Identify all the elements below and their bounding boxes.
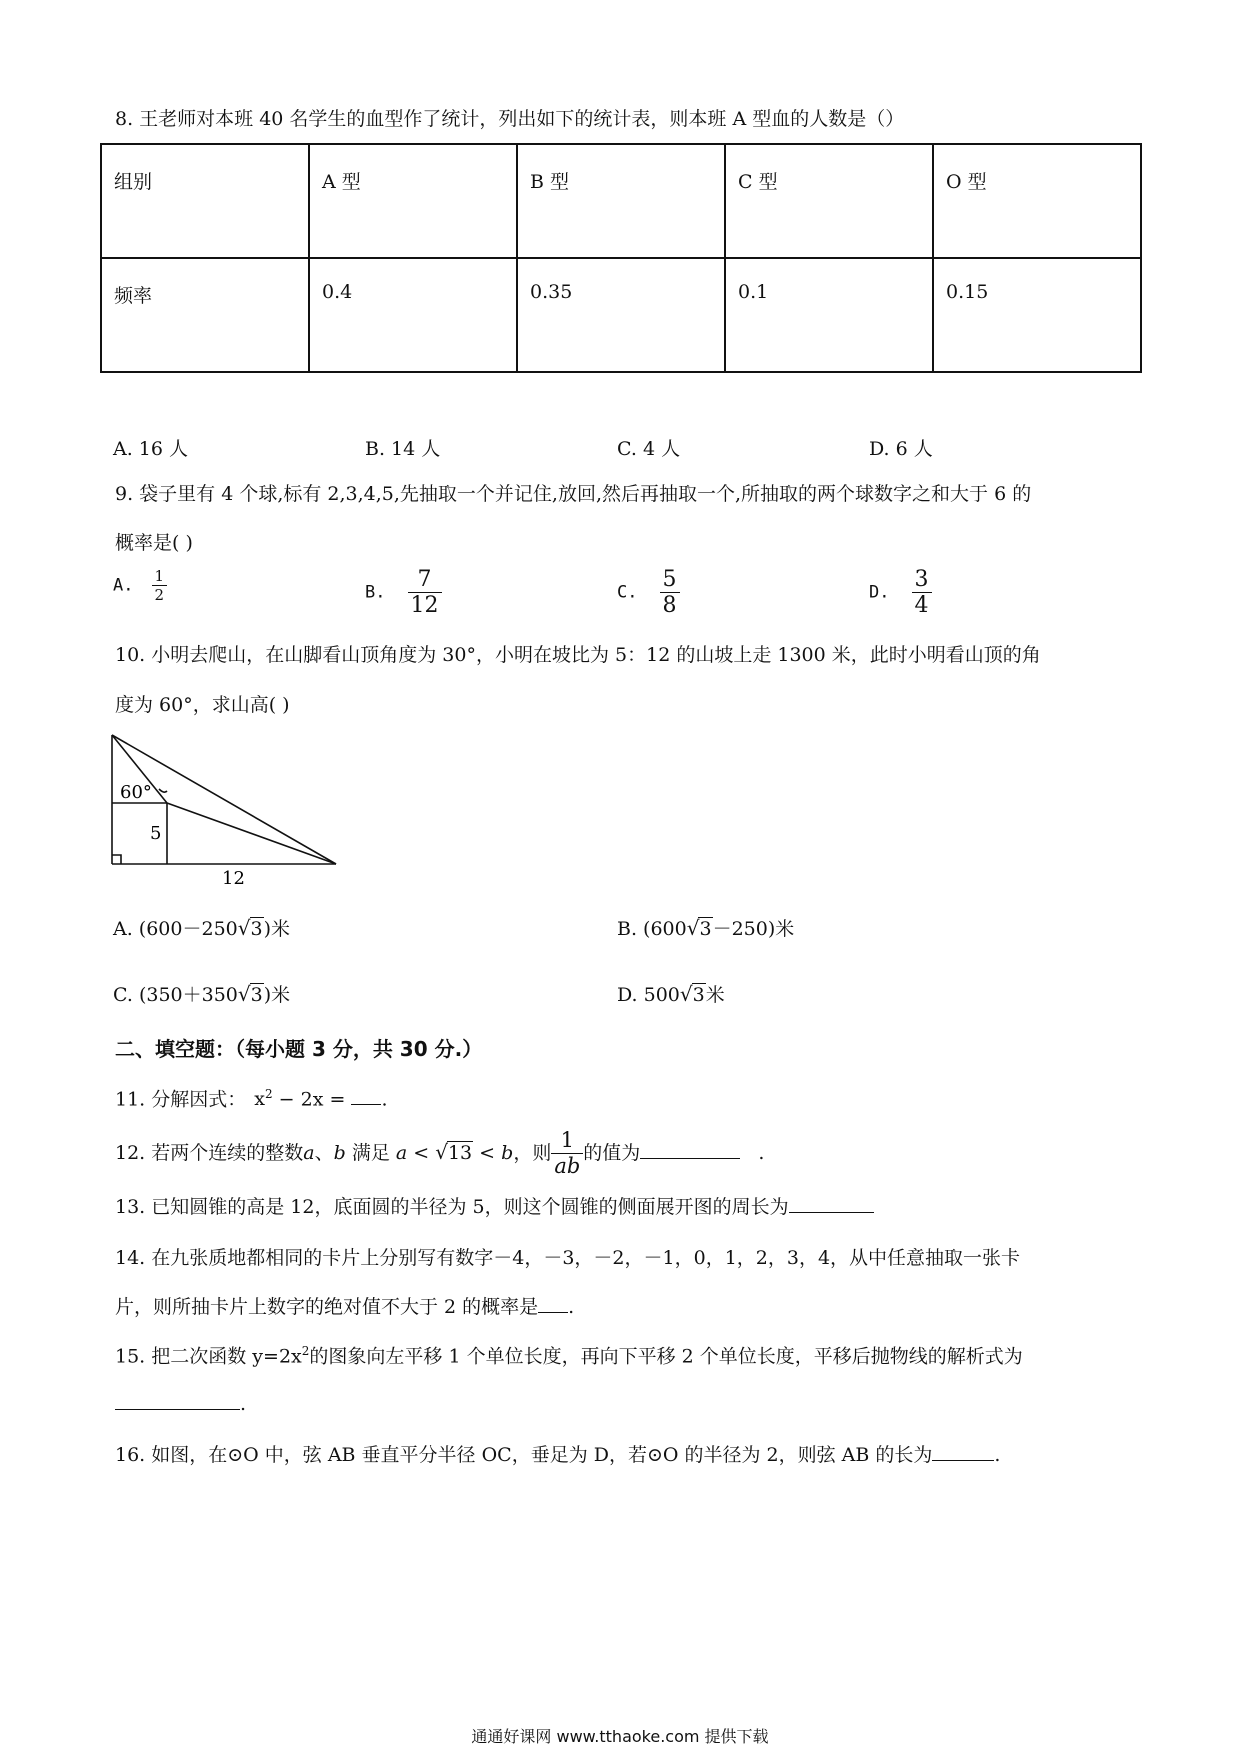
option-text: D. 500 xyxy=(617,984,680,1006)
var-a: a xyxy=(395,1142,408,1165)
denominator: 8 xyxy=(662,593,677,618)
fraction xyxy=(912,567,932,618)
period: . xyxy=(758,1142,765,1165)
q14-line1: 14. 在九张质地都相同的卡片上分别写有数字－4，－3，－2，－1，0，1，2，3，4，从中任意抽取一张卡 xyxy=(115,1247,1021,1269)
less-than: < xyxy=(407,1142,436,1165)
q10-stem-line1: 10. 小明去爬山，在山脚看山顶角度为 30°，小明在坡比为 5：12 的山坡上走 1300 米，此时小明看山顶的角 xyxy=(115,644,1041,666)
q12 xyxy=(115,1128,764,1179)
radicand: 3 xyxy=(692,984,705,1006)
sqrt-symbol: √ xyxy=(237,916,251,940)
radicand: 3 xyxy=(250,918,263,940)
q8-option-a: A. 16 人 xyxy=(113,438,189,460)
q14-line2 xyxy=(115,1296,574,1319)
denominator: 12 xyxy=(410,593,439,618)
sqrt-symbol: √ xyxy=(679,982,693,1006)
option-text: 米 xyxy=(705,984,725,1006)
slope-line xyxy=(167,803,336,864)
radicand: 3 xyxy=(250,984,263,1006)
exponent: 2 xyxy=(264,1087,273,1101)
q9-stem-line1: 9. 袋子里有 4 个球,标有 2,3,4,5,先抽取一个并记住,放回,然后再抽取一个,所抽取的两个球数字之和大于 6 的 xyxy=(115,483,1032,505)
table-cell: 0.35 xyxy=(517,258,725,372)
base-label: 12 xyxy=(222,868,245,885)
fraction xyxy=(408,567,442,618)
q8-option-d: D. 6 人 xyxy=(869,438,933,460)
numerator: 1 xyxy=(152,567,168,586)
option-text: B. (600 xyxy=(617,918,687,940)
q8-stem: 8. 王老师对本班 40 名学生的血型作了统计，列出如下的统计表，则本班 A 型血的人数是（） xyxy=(115,108,905,130)
side-label: 5 xyxy=(150,823,162,844)
answer-blank[interactable] xyxy=(640,1158,740,1159)
period: . xyxy=(381,1088,388,1111)
denominator: 4 xyxy=(914,593,929,618)
expr: − 2x = xyxy=(272,1088,352,1111)
option-text: －250)米 xyxy=(712,918,795,940)
radicand: 13 xyxy=(447,1142,473,1165)
denominator: ab xyxy=(554,1154,581,1179)
numerator: 5 xyxy=(660,567,680,593)
var-b: b xyxy=(501,1142,514,1165)
q10-option-d xyxy=(617,980,725,1007)
angle-label: 60° xyxy=(120,782,152,803)
q10-stem-line2: 度为 60°，求山高( ) xyxy=(115,694,290,716)
q9-option-c xyxy=(617,567,680,618)
q13 xyxy=(115,1196,874,1219)
mountain-slope-figure xyxy=(100,728,350,885)
denominator: 2 xyxy=(154,586,165,604)
table-cell: B 型 xyxy=(517,144,725,258)
sqrt-symbol: √ xyxy=(686,916,700,940)
q8-option-c: C. 4 人 xyxy=(617,438,681,460)
blood-type-table xyxy=(100,143,1142,373)
answer-blank[interactable] xyxy=(932,1460,994,1461)
table-cell: 0.4 xyxy=(309,258,517,372)
option-label: A. xyxy=(113,575,134,596)
table-cell: 0.15 xyxy=(933,258,1141,372)
q16-text: 16. 如图，在⊙O 中，弦 AB 垂直平分半径 OC，垂足为 D，若⊙O 的半径为 2，则弦 AB 的长为 xyxy=(115,1444,933,1466)
period: . xyxy=(568,1296,575,1318)
radicand: 3 xyxy=(699,918,712,940)
option-text: )米 xyxy=(263,984,291,1006)
period: . xyxy=(994,1444,1001,1466)
answer-blank[interactable] xyxy=(115,1409,240,1410)
answer-blank[interactable] xyxy=(789,1212,874,1213)
text: 满足 xyxy=(345,1142,390,1165)
less-than: < xyxy=(473,1142,502,1165)
option-text: A. (600－250 xyxy=(113,918,238,940)
sqrt-symbol: √ xyxy=(435,1140,448,1165)
q15-text: 15. 把二次函数 y=2x xyxy=(115,1345,302,1368)
var-b: b xyxy=(333,1142,346,1165)
q9-stem-line2: 概率是( ) xyxy=(115,532,193,554)
expr: x xyxy=(254,1088,265,1111)
section-heading: 二、填空题：（每小题 3 分，共 30 分.） xyxy=(115,1037,483,1061)
q15-text: 的图象向左平移 1 个单位长度，再向下平移 2 个单位长度，平移后抛物线的解析式为 xyxy=(309,1345,1023,1368)
q15-line1 xyxy=(115,1344,1023,1368)
q10-option-c xyxy=(113,980,290,1007)
text: ，则 xyxy=(513,1142,552,1165)
table-cell: 组别 xyxy=(101,144,309,258)
table-cell: 0.1 xyxy=(725,258,933,372)
q16 xyxy=(115,1444,1000,1467)
option-text: )米 xyxy=(263,918,291,940)
exponent: 2 xyxy=(301,1344,310,1358)
answer-blank[interactable] xyxy=(538,1312,568,1313)
q10-option-b xyxy=(617,914,794,941)
numerator: 1 xyxy=(551,1128,583,1154)
separator: 、 xyxy=(314,1142,334,1165)
q11 xyxy=(115,1087,387,1111)
period: . xyxy=(240,1393,247,1415)
table-cell: O 型 xyxy=(933,144,1141,258)
q12-prefix: 12. 若两个连续的整数 xyxy=(115,1142,304,1165)
q11-prefix: 11. 分解因式： xyxy=(115,1088,247,1111)
q9-option-b xyxy=(365,567,442,618)
table-cell: A 型 xyxy=(309,144,517,258)
q15-line2 xyxy=(115,1393,246,1416)
table-row xyxy=(101,258,1141,372)
fraction xyxy=(152,567,168,604)
option-label: D. xyxy=(869,582,890,603)
option-label: C. xyxy=(617,582,638,603)
angle-arc xyxy=(159,789,167,792)
q13-text: 13. 已知圆锥的高是 12，底面圆的半径为 5，则这个圆锥的侧面展开图的周长为 xyxy=(115,1196,789,1218)
numerator: 3 xyxy=(912,567,932,593)
table-cell: 频率 xyxy=(101,258,309,372)
text: 的值为 xyxy=(583,1142,641,1165)
fraction xyxy=(660,567,680,618)
table-row xyxy=(101,144,1141,258)
numerator: 7 xyxy=(408,567,442,593)
q9-option-d xyxy=(869,567,932,618)
q14-text: 片，则所抽卡片上数字的绝对值不大于 2 的概率是 xyxy=(115,1296,539,1318)
page-footer: 通通好课网 www.tthaoke.com 提供下载 xyxy=(471,1727,769,1746)
q10-option-a xyxy=(113,914,290,941)
sqrt-symbol: √ xyxy=(237,982,251,1006)
table-cell: C 型 xyxy=(725,144,933,258)
right-angle-mark xyxy=(112,855,121,864)
answer-blank[interactable] xyxy=(351,1104,381,1105)
var-a: a xyxy=(303,1142,315,1165)
option-label: B. xyxy=(365,582,386,603)
fraction xyxy=(551,1128,583,1179)
q9-option-a xyxy=(113,567,167,604)
option-text: C. (350＋350 xyxy=(113,984,238,1006)
q8-option-b: B. 14 人 xyxy=(365,438,441,460)
